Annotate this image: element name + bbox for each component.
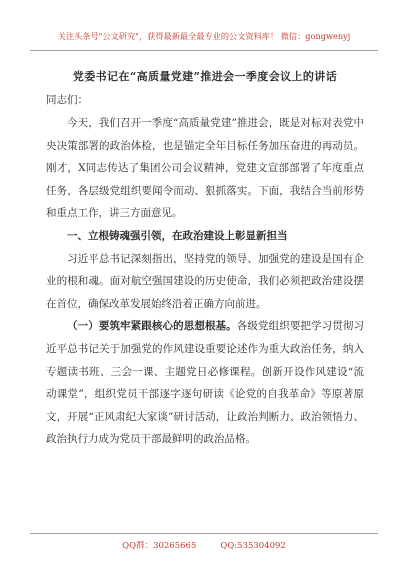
qq-text: QQ:535304092 (220, 541, 286, 551)
subsection-paragraph (46, 315, 364, 451)
document-body (46, 62, 364, 451)
subsection-heading: （一）要筑牢紧跟核心的思想根基。 (67, 320, 237, 333)
subsection-body: 各级党组织要把学习贯彻习近平总书记关于加强党的作风建设重要论述作为重大政治任务，纳入专题读书班、三会一课、主题党日必修课程。创新开设作风建设“流动课堂”，组织党员干部逐字逐句研读《论党的自我革命》等原著原文，开展“正风肃纪大家谈”研讨活动，让政治判断力、政治领悟力、政治执行力成为党员干部最鲜明的政治品格。 (46, 320, 365, 446)
footer-divider (30, 533, 378, 534)
promo-banner-text: 关注头条号"公文研究"，获得最新最全最专业的公文资料库！ 微信：gongwenyj (57, 31, 351, 41)
header-banner (0, 0, 408, 62)
header-divider (30, 50, 378, 51)
section-paragraph: 习近平总书记深刻指出，坚持党的领导、加强党的建设是国有企业的根和魂。面对航空强国建设的历史使命，我们必须把政治建设摆在首位，确保改革发展始终沿着正确方向前进。 (46, 252, 364, 310)
page-footer (30, 533, 378, 551)
document-title: 党委书记在“高质量党建”推进会一季度会议上的讲话 (72, 70, 338, 83)
intro-paragraph: 今天，我们召开一季度“高质量党建”推进会，既是对标对表党中央决策部署的政治体检，也是锚定全年目标任务加压奋进的再动员。刚才，X同志传达了集团公司会议精神，党建文宣部部署了年度重点任务，各层级党组织要闻令而动、狠抓落实。下面，我结合当前形势和重点工作，讲三方面意见。 (46, 117, 364, 220)
qq-group-text: QQ群：30265665 (122, 541, 197, 551)
salutation: 同志们： (46, 94, 88, 106)
section-heading: 一、立根铸魂强引领，在政治建设上彰显新担当 (67, 229, 288, 242)
footer-contacts (30, 539, 378, 551)
